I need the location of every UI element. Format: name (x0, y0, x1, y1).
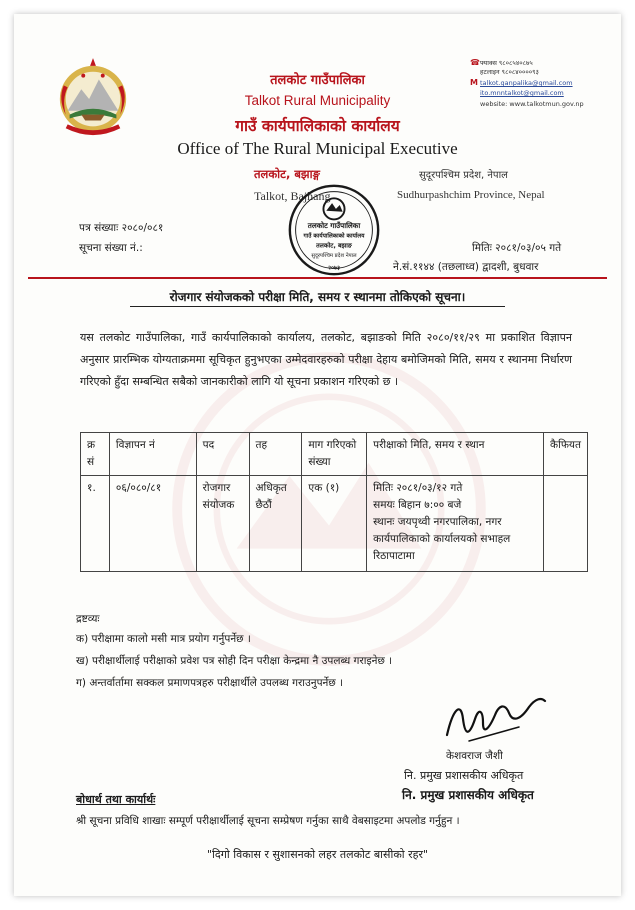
subject-underline (130, 306, 505, 307)
province-en: Sudhurpashchim Province, Nepal (397, 189, 545, 201)
stamp-text-mid: गाउँ कार्यपालिकाको कार्यालय (303, 233, 365, 240)
cell-post: रोजगार संयोजक (196, 476, 249, 572)
table-row (81, 476, 588, 572)
contact-website[interactable]: website: www.talkotmun.gov.np (480, 100, 584, 108)
cell-sn: १. (81, 476, 110, 572)
cell-exam-details (367, 476, 544, 572)
notice-number: सूचना संख्या नं.: (79, 242, 143, 254)
note-item: ग) अन्तर्वार्तामा सक्कल प्रमाणपत्रहरु परीक्षार्थीले उपलब्ध गराउनुपर्नेछ । (76, 677, 344, 689)
cell-level: अधिकृत छैठौं (249, 476, 302, 572)
contact-email-2[interactable]: ito.mnntalkot@gmail.com (480, 89, 564, 97)
notes-title: द्रष्टव्यः (76, 613, 100, 625)
handwritten-signature (439, 689, 549, 751)
notice-document (14, 14, 621, 896)
th-demand: माग गरिएको संख्या (302, 433, 367, 476)
cell-ad-no: ०६/०८०/८१ (109, 476, 196, 572)
body-paragraph: यस तलकोट गाउँपालिका, गाउँ कार्यपालिकाको कार्यालय, तलकोट, बझाङको मिति २०८०/११/२९ मा प्रकाशित विज्ञापन अनुसार प्रारम्भिक योग्यताक्रममा सूचिकृत हुनुभएका उम्मेदवारहरुको परीक्षा देहाय बमोजिमको मिति, समय र स्थानमा निर्धारण गरिएको हुँदा सम्बन्धित सबैको जानकारीको लागि यो सूचना प्रकाशन गरिएको छ । (80, 331, 572, 388)
office-name-np: गाउँ कार्यपालिकाको कार्यालय (235, 117, 400, 135)
exam-time: समयः बिहान ७:०० बजे (373, 499, 462, 511)
slogan: "दिगो विकास र सुशासनको लहर तलकोट बासीको रहर" (206, 848, 429, 861)
province-np: सुदूरपश्चिम प्रदेश, नेपाल (419, 170, 508, 181)
office-name-en: Office of The Rural Municipal Executive (177, 139, 458, 158)
th-remarks: कैफियत (544, 433, 588, 476)
contact-email-1[interactable]: M talkot.ganpalika@gmail.com (470, 78, 573, 87)
location-en: Talkot, Bajhang (254, 189, 331, 203)
header-divider (28, 277, 607, 279)
th-post: पद (196, 433, 249, 476)
signatory-title: नि. प्रमुख प्रशासकीय अधिकृत (404, 769, 524, 782)
letter-number: पत्र संख्याः २०८०/०८१ (79, 222, 164, 234)
note-item: क) परीक्षामा कालो मसी मात्र प्रयोग गर्नुपर्नेछ । (76, 633, 251, 645)
stamp-year: २०७३ (328, 265, 340, 272)
notice-date: मितिः २०८१/०३/०५ गते (472, 242, 562, 254)
municipality-name-np: तलकोट गाउँपालिका (270, 73, 365, 88)
th-level: तह (249, 433, 302, 476)
th-sn: क्र सं (81, 433, 110, 476)
nepal-sambat-date: ने.सं.११४४ (तछलाध्व) द्वादशी, बुधवार (393, 261, 539, 273)
signatory-title-stamp: नि. प्रमुख प्रशासकीय अधिकृत (402, 788, 534, 802)
table-header-row (81, 433, 588, 476)
office-stamp (286, 182, 382, 278)
municipality-name-en: Talkot Rural Municipality (244, 93, 391, 108)
mail-icon: M (470, 78, 478, 87)
signatory-name: केशवराज जैशी (446, 750, 503, 762)
contact-phone: ☎फ्याक्स ९८०८५४०८७५ (470, 58, 533, 67)
stamp-text-extra: सुदूरपश्चिम प्रदेश नेपाल (311, 252, 357, 259)
exam-date: मितिः २०८१/०३/१२ गते (373, 482, 463, 494)
notice-subject: रोजगार संयोजकको परीक्षा मिति, समय र स्थानमा तोकिएको सूचना। (169, 290, 466, 304)
exam-place: स्थानः जयपृथ्वी नगरपालिका, नगर कार्यपालिकाको कार्यालयको सभाहल रिठापाटामा (373, 516, 511, 562)
phone-icon: ☎ (470, 58, 480, 67)
location-np: तलकोट, बझाङ्ग (254, 167, 320, 181)
note-item: ख) परीक्षार्थीलाई परीक्षाको प्रवेश पत्र सोही दिन परीक्षा केन्द्रमा नै उपलब्ध गराइनेछ । (76, 655, 393, 667)
th-exam-details: परीक्षाको मिति, समय र स्थान (367, 433, 544, 476)
stamp-text-top: तलकोट गाउँपालिका (307, 221, 361, 231)
cc-line: श्री सूचना प्रविधि शाखाः सम्पूर्ण परीक्षार्थीलाई सूचना सम्प्रेषण गर्नुका साथै वेबसाइटमा अपलोड गर्नुहुन । (76, 815, 460, 827)
exam-schedule-table (80, 432, 588, 572)
contact-fax: हटलाइन ९८०८४००००९३ (480, 68, 539, 76)
th-ad-no: विज्ञापन नं (109, 433, 196, 476)
cell-remarks (544, 476, 588, 572)
stamp-text-bottom: तलकोट, बझाङ (316, 242, 352, 250)
cc-title: बोधार्थ तथा कार्यार्थः (76, 793, 156, 806)
cell-demand: एक (१) (302, 476, 367, 572)
